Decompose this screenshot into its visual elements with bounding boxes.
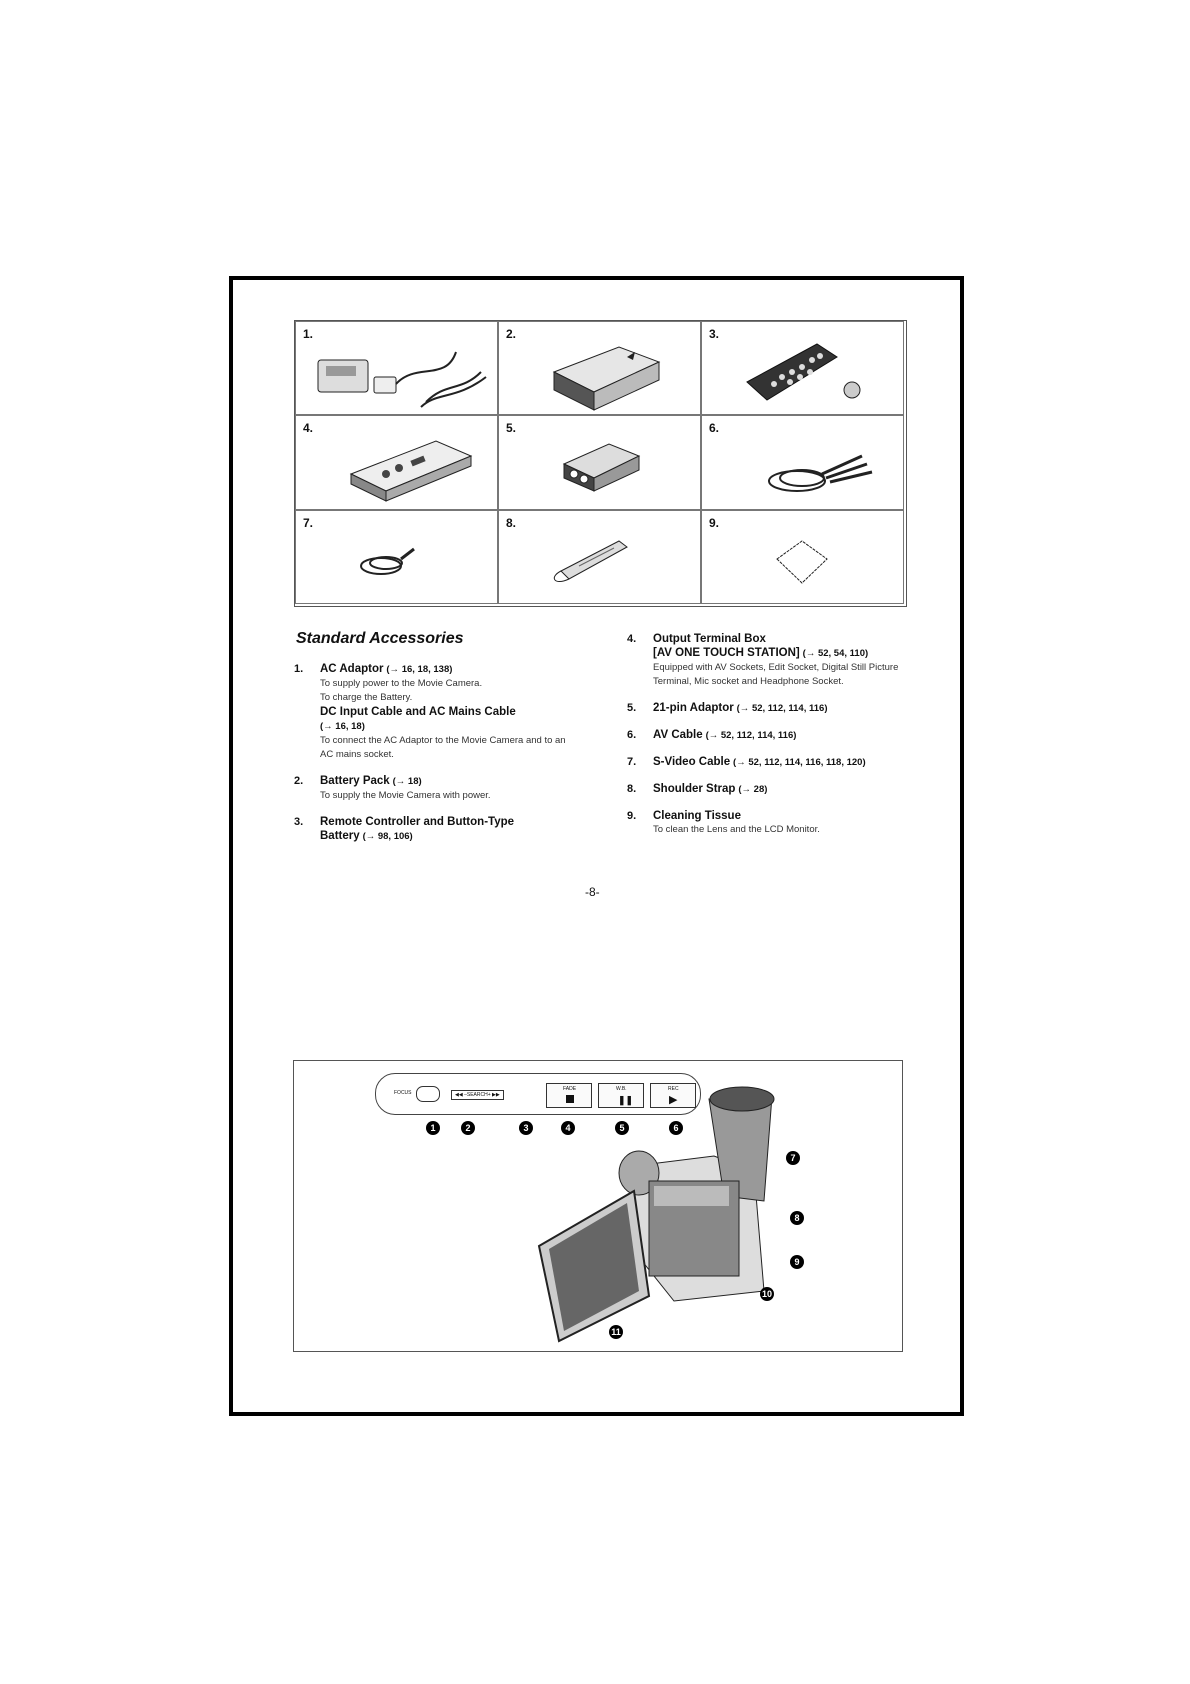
list-item xyxy=(627,701,917,716)
battery-pack-illustration xyxy=(499,322,702,416)
item-page-ref: (→ 98, 106) xyxy=(362,831,413,842)
item-number: 4. xyxy=(627,633,637,645)
accessory-cell xyxy=(701,415,904,510)
item-subtitle: [AV ONE TOUCH STATION] xyxy=(653,647,800,659)
item-description: To connect the AC Adaptor to the Movie Camera and to an AC mains socket. xyxy=(320,735,566,760)
item-description: To supply power to the Movie Camera. xyxy=(320,678,483,689)
item-page-ref: (→ 52, 112, 114, 116) xyxy=(705,730,797,741)
item-page-ref: (→ 16, 18, 138) xyxy=(386,664,453,675)
callout-badge: 1 xyxy=(426,1121,440,1135)
output-terminal-box-illustration xyxy=(296,416,499,511)
section-heading: Standard Accessories xyxy=(296,630,464,647)
pause-icon: ❚❚ xyxy=(618,1095,634,1105)
item-number: 2. xyxy=(294,775,304,787)
item-title: S-Video Cable xyxy=(653,756,731,768)
list-item xyxy=(627,755,917,770)
item-description: To supply the Movie Camera with power. xyxy=(320,790,491,801)
list-item xyxy=(294,815,574,844)
rec-label: REC xyxy=(668,1086,679,1092)
camcorder-illustration xyxy=(294,1061,902,1351)
ac-adaptor-illustration xyxy=(296,322,499,416)
item-number: 3. xyxy=(294,816,304,828)
fade-label: FADE xyxy=(563,1086,577,1092)
cell-number: 7. xyxy=(303,516,314,530)
focus-label: FOCUS xyxy=(394,1090,412,1096)
cleaning-tissue-illustration xyxy=(702,511,905,605)
item-page-ref: (→ 16, 18) xyxy=(320,721,365,732)
item-title: Battery Pack xyxy=(320,775,390,787)
item-number: 5. xyxy=(627,702,637,714)
item-number: 9. xyxy=(627,810,637,822)
item-page-ref: (→ 18) xyxy=(392,776,422,787)
list-item xyxy=(627,632,917,689)
item-title: AC Adaptor xyxy=(320,663,384,675)
callout-badge: 6 xyxy=(669,1121,683,1135)
callout-badge: 11 xyxy=(609,1325,623,1339)
item-title: Battery xyxy=(320,830,360,842)
item-description: Equipped with AV Sockets, Edit Socket, Digital Still Picture Terminal, Mic socket and Headphone Socket. xyxy=(653,662,899,687)
item-title: Shoulder Strap xyxy=(653,783,736,795)
item-title: Cleaning Tissue xyxy=(653,810,741,822)
callout-badge: 8 xyxy=(790,1211,804,1225)
callout-badge: 3 xyxy=(519,1121,533,1135)
accessory-cell xyxy=(295,321,498,415)
cell-number: 3. xyxy=(709,327,720,341)
callout-badge: 2 xyxy=(461,1121,475,1135)
list-item xyxy=(627,809,917,837)
item-number: 6. xyxy=(627,729,637,741)
accessory-cell xyxy=(498,321,701,415)
play-icon: ▶ xyxy=(669,1094,678,1106)
callout-badge: 7 xyxy=(786,1151,800,1165)
item-description: To clean the Lens and the LCD Monitor. xyxy=(653,824,820,835)
av-cable-illustration xyxy=(702,416,905,511)
cell-number: 9. xyxy=(709,516,720,530)
cell-number: 8. xyxy=(506,516,517,530)
item-number: 8. xyxy=(627,783,637,795)
item-number: 7. xyxy=(627,756,637,768)
list-item xyxy=(294,774,574,803)
s-video-cable-illustration xyxy=(296,511,499,605)
page-number: -8- xyxy=(585,885,600,899)
accessory-cell xyxy=(701,321,904,415)
item-title: Remote Controller and Button-Type xyxy=(320,816,515,828)
accessory-cell xyxy=(701,510,904,604)
list-item xyxy=(627,728,917,743)
item-number: 1. xyxy=(294,663,304,675)
cell-number: 4. xyxy=(303,421,314,435)
cell-number: 2. xyxy=(506,327,517,341)
remote-controller-illustration xyxy=(702,322,905,416)
item-subtitle: DC Input Cable and AC Mains Cable xyxy=(320,706,516,718)
accessory-cell xyxy=(295,415,498,510)
cell-number: 5. xyxy=(506,421,517,435)
cell-number: 1. xyxy=(303,327,314,341)
21-pin-adaptor-illustration xyxy=(499,416,702,511)
item-page-ref: (→ 52, 112, 114, 116) xyxy=(736,703,828,714)
list-item xyxy=(294,662,574,762)
item-page-ref: (→ 52, 54, 110) xyxy=(802,648,869,659)
accessory-cell xyxy=(498,510,701,604)
item-title: 21-pin Adaptor xyxy=(653,702,734,714)
search-label: ◀◀ –SEARCH+ ▶▶ xyxy=(451,1090,504,1100)
accessory-list-left xyxy=(294,662,574,856)
accessory-cell xyxy=(498,415,701,510)
camera-figure xyxy=(293,1060,903,1352)
wb-label: W.B. xyxy=(616,1086,627,1092)
item-page-ref: (→ 28) xyxy=(738,784,768,795)
accessory-cell xyxy=(295,510,498,604)
accessory-grid xyxy=(294,320,907,607)
item-description: To charge the Battery. xyxy=(320,692,413,703)
list-item xyxy=(627,782,917,797)
shoulder-strap-illustration xyxy=(499,511,702,605)
callout-badge: 10 xyxy=(761,1289,772,1299)
cell-number: 6. xyxy=(709,421,720,435)
callout-badge: 5 xyxy=(615,1121,629,1135)
accessory-list-right xyxy=(627,632,917,849)
item-title: Output Terminal Box xyxy=(653,633,766,645)
item-page-ref: (→ 52, 112, 114, 116, 118, 120) xyxy=(733,757,866,768)
item-title: AV Cable xyxy=(653,729,703,741)
callout-badge: 9 xyxy=(790,1255,804,1269)
callout-badge: 4 xyxy=(561,1121,575,1135)
